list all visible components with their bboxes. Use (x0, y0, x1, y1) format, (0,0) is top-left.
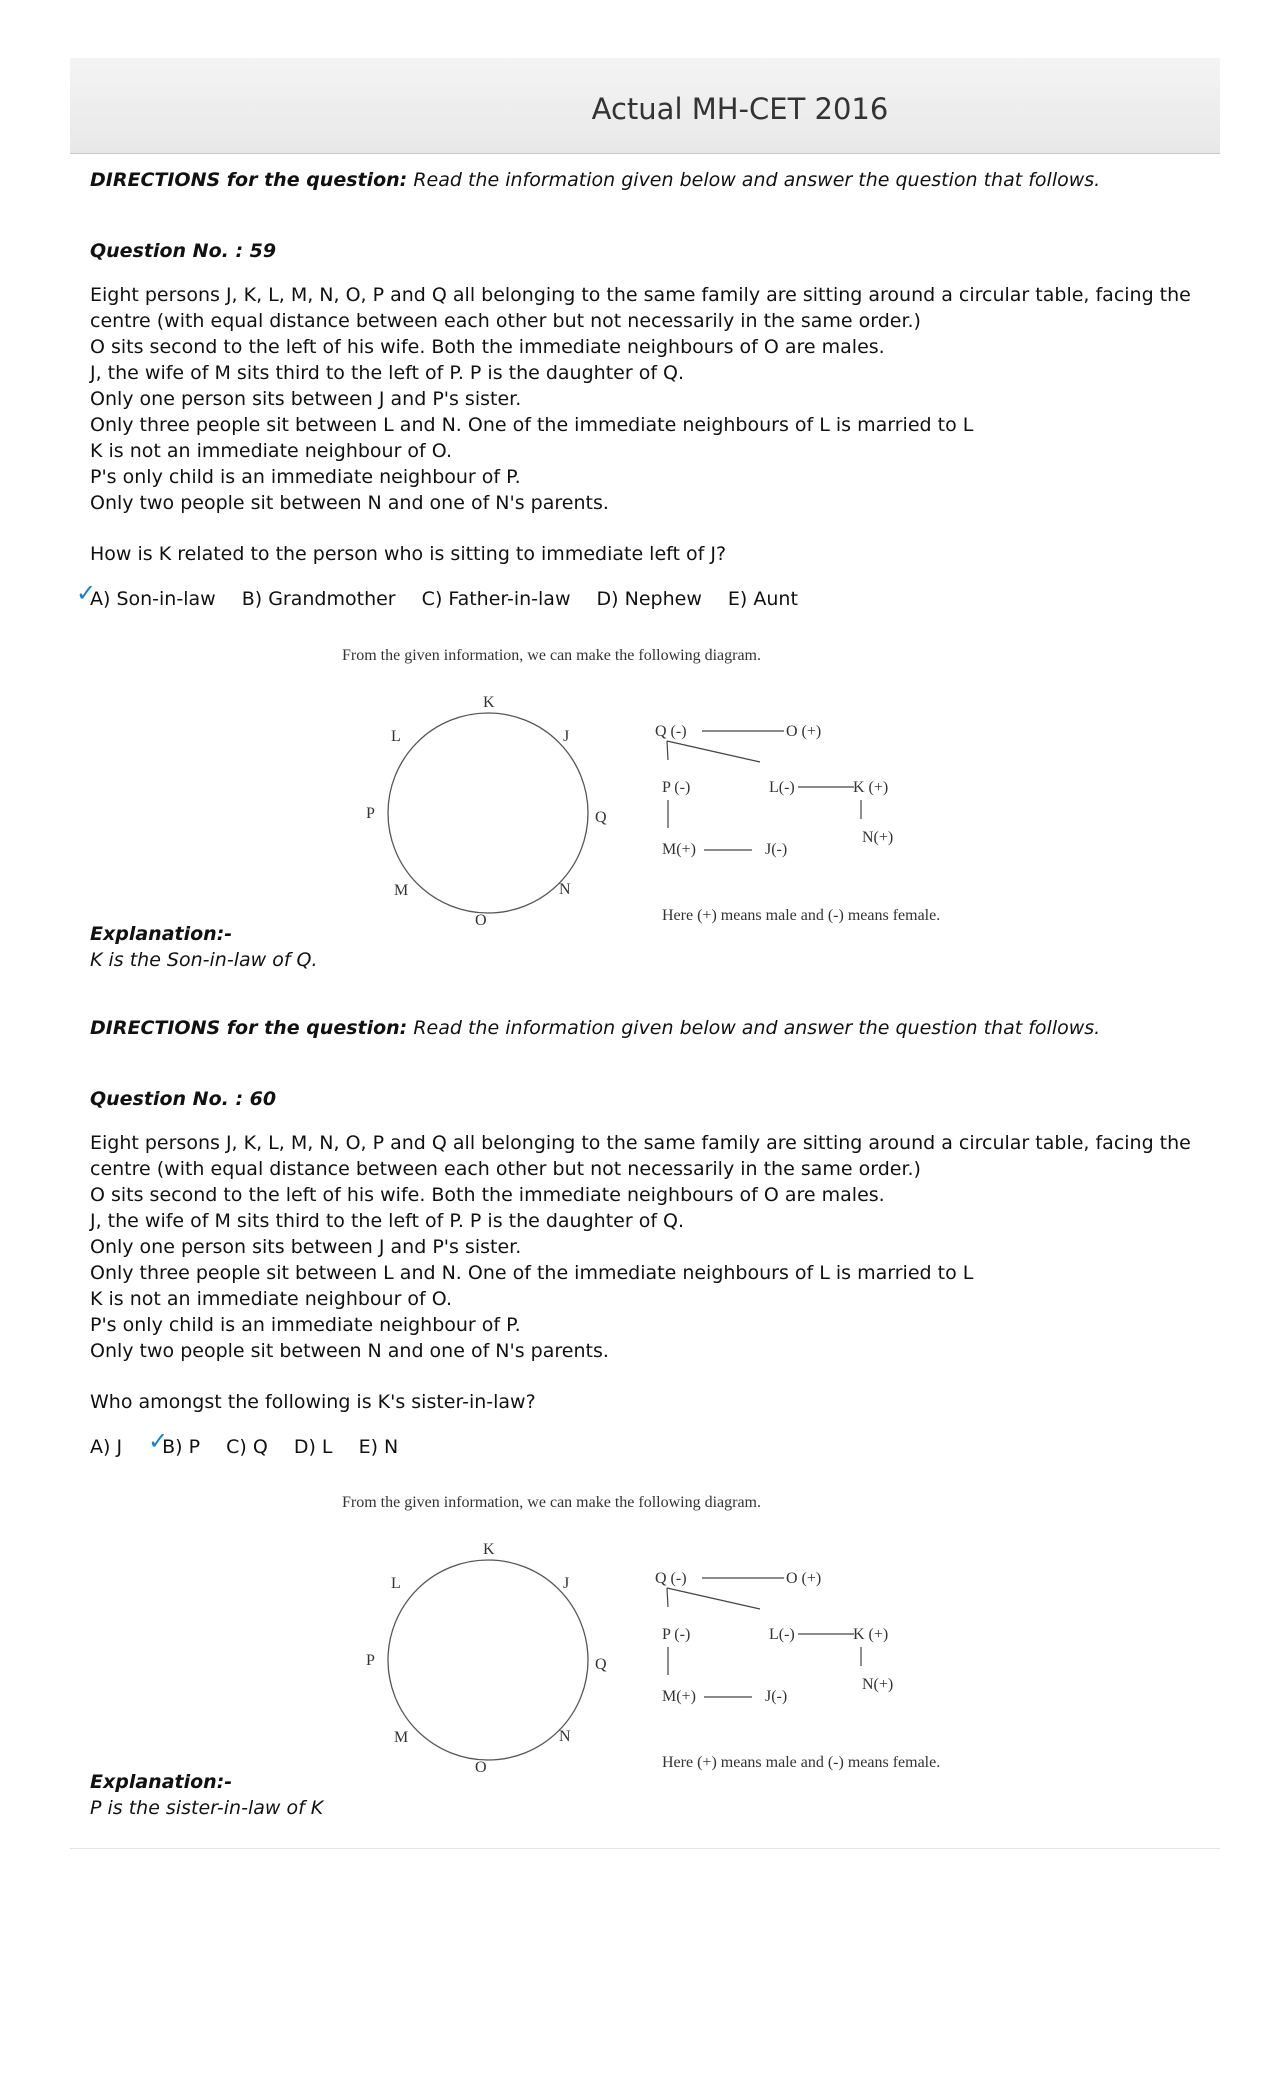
options (76, 579, 818, 612)
option-c[interactable] (422, 586, 571, 612)
diagram-legend: Here (+) means male and (-) means female. (662, 907, 941, 924)
seat-label: Q (595, 1656, 607, 1673)
table-circle (388, 713, 588, 913)
paragraph-line: P's only child is an immediate neighbour of P. (90, 1314, 521, 1336)
tree-node-m: M(+) (662, 841, 696, 858)
tree-edge (667, 1588, 760, 1609)
tree-node-o: O (+) (786, 723, 822, 740)
page-header (70, 58, 1220, 154)
footer-divider (70, 1848, 1220, 1849)
tree-node-l: L(-) (769, 1626, 795, 1643)
table-circle (388, 1560, 588, 1760)
explanation-text: P is the sister-in-law of K (90, 1797, 324, 1819)
solution-diagram (250, 1487, 1070, 1777)
paragraph-line: Only one person sits between J and P's sister. (90, 1236, 522, 1258)
question-text: How is K related to the person who is sitting to immediate left of J? (90, 543, 727, 565)
diagram-caption: From the given information, we can make the following diagram. (342, 647, 761, 664)
paragraph-line: O sits second to the left of his wife. Both the immediate neighbours of O are males. (90, 1184, 885, 1206)
option-label: B) P (162, 1436, 201, 1458)
tree-node-m: M(+) (662, 1688, 696, 1705)
seat-label: O (475, 1759, 487, 1776)
paragraph-line: K is not an immediate neighbour of O. (90, 1288, 453, 1310)
option-label: B) Grandmother (241, 588, 396, 610)
tree-node-p: P (-) (662, 1626, 691, 1643)
tree-node-q: Q (-) (655, 723, 687, 740)
option-d[interactable] (597, 586, 702, 612)
tree-edge (667, 741, 760, 762)
question-paragraph (90, 1130, 1210, 1364)
option-b[interactable] (242, 586, 396, 612)
paragraph-line: P's only child is an immediate neighbour of P. (90, 466, 521, 488)
tree-edge (667, 1588, 668, 1607)
options (90, 1427, 418, 1460)
option-a[interactable] (90, 1434, 122, 1460)
option-d[interactable] (294, 1434, 333, 1460)
tree-node-k: K (+) (853, 779, 889, 796)
paragraph-line: O sits second to the left of his wife. Both the immediate neighbours of O are males. (90, 336, 885, 358)
tree-node-l: L(-) (769, 779, 795, 796)
tree-node-n: N(+) (862, 829, 894, 846)
seat-label: M (394, 882, 409, 899)
directions-text: Read the information given below and answer the question that follows. (407, 169, 1101, 191)
solution-diagram (250, 640, 1070, 930)
explanation-text: K is the Son-in-law of Q. (90, 949, 318, 971)
diagram-caption: From the given information, we can make the following diagram. (342, 1494, 761, 1511)
question-paragraph (90, 282, 1210, 516)
directions-text: Read the information given below and answer the question that follows. (407, 1017, 1101, 1039)
seat-label: Q (595, 809, 607, 826)
seat-label: O (475, 912, 487, 929)
seat-label: P (366, 1652, 375, 1669)
option-e[interactable] (359, 1434, 399, 1460)
seat-label: N (559, 1728, 571, 1745)
seat-label: L (391, 728, 401, 745)
diagram-legend: Here (+) means male and (-) means female. (662, 1754, 941, 1771)
option-c[interactable] (226, 1434, 268, 1460)
diagram-svg (250, 640, 1070, 930)
tree-node-j: J(-) (765, 841, 788, 858)
option-label: A) J (90, 1436, 123, 1458)
check-icon: ✓ (148, 1427, 169, 1455)
tree-edge (667, 741, 668, 760)
paragraph-line: Only three people sit between L and N. One of the immediate neighbours of L is married to L (90, 1262, 974, 1284)
directions-label: DIRECTIONS for the question: (90, 169, 408, 191)
option-label: E) N (358, 1436, 399, 1458)
question-text: Who amongst the following is K's sister-in-law? (90, 1391, 536, 1413)
tree-node-n: N(+) (862, 1676, 894, 1693)
tree-node-k: K (+) (853, 1626, 889, 1643)
option-b[interactable] (148, 1427, 201, 1460)
diagram-svg (250, 1487, 1070, 1777)
tree-node-o: O (+) (786, 1570, 822, 1587)
seat-label: N (559, 881, 571, 898)
paragraph-line: J, the wife of M sits third to the left of P. P is the daughter of Q. (90, 1210, 685, 1232)
paragraph-line: Only two people sit between N and one of N's parents. (90, 492, 609, 514)
seat-label: J (563, 728, 570, 745)
directions (90, 1015, 1100, 1041)
option-label: D) L (293, 1436, 333, 1458)
explanation-label: Explanation:- (90, 1771, 233, 1793)
option-e[interactable] (728, 586, 798, 612)
option-label: C) Q (226, 1436, 268, 1458)
option-label: C) Father-in-law (421, 588, 571, 610)
page-title: Actual MH-CET 2016 (591, 92, 889, 126)
seat-label: M (394, 1729, 409, 1746)
tree-node-q: Q (-) (655, 1570, 687, 1587)
paragraph-line: J, the wife of M sits third to the left of P. P is the daughter of Q. (90, 362, 685, 384)
question-number: Question No. : 60 (90, 1088, 277, 1110)
paragraph-line: Only three people sit between L and N. One of the immediate neighbours of L is married to L (90, 414, 974, 436)
tree-node-j: J(-) (765, 1688, 788, 1705)
directions (90, 167, 1100, 193)
option-label: D) Nephew (596, 588, 702, 610)
question-number: Question No. : 59 (90, 240, 277, 262)
seat-label: K (483, 1541, 495, 1558)
paragraph-line: K is not an immediate neighbour of O. (90, 440, 453, 462)
seat-label: L (391, 1575, 401, 1592)
paragraph-line: Only two people sit between N and one of N's parents. (90, 1340, 609, 1362)
paragraph-line: Eight persons J, K, L, M, N, O, P and Q all belonging to the same family are sitting around a circular table, facing the centre (with equal distance between each other but not necessarily in the same order.) (90, 284, 1191, 332)
explanation-label: Explanation:- (90, 923, 233, 945)
option-a[interactable] (76, 579, 216, 612)
directions-label: DIRECTIONS for the question: (90, 1017, 408, 1039)
paragraph-line: Only one person sits between J and P's sister. (90, 388, 522, 410)
paragraph-line: Eight persons J, K, L, M, N, O, P and Q all belonging to the same family are sitting around a circular table, facing the centre (with equal distance between each other but not necessarily in the same order.) (90, 1132, 1191, 1180)
seat-label: J (563, 1575, 570, 1592)
seat-label: K (483, 694, 495, 711)
option-label: E) Aunt (727, 588, 798, 610)
check-icon: ✓ (76, 579, 97, 607)
tree-node-p: P (-) (662, 779, 691, 796)
option-label: A) Son-in-law (90, 588, 216, 610)
seat-label: P (366, 805, 375, 822)
